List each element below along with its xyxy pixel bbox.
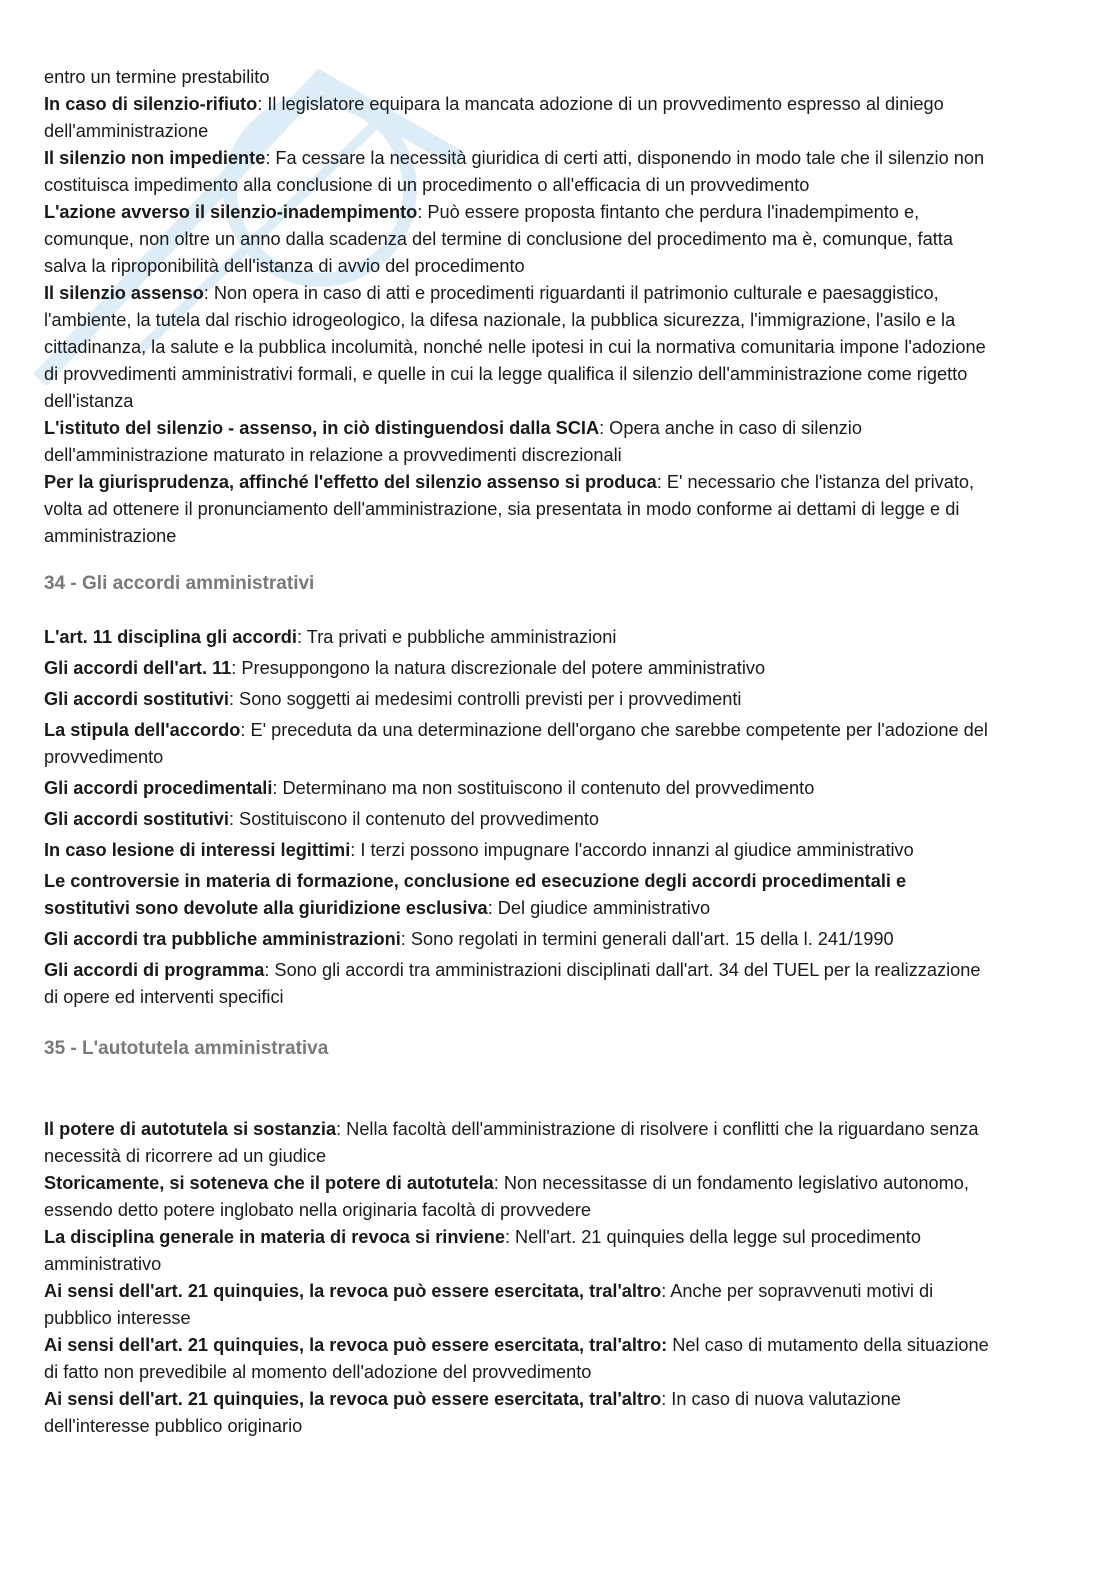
entry-term: Gli accordi procedimentali [44, 778, 273, 798]
entry [44, 624, 994, 651]
entry-text: : Sono gli accordi tra amministrazioni disciplinati dall'art. 34 del TUEL per la realizzazione di opere ed interventi specifici [44, 960, 981, 1007]
entry-text: : Opera anche in caso di silenzio dell'amministrazione maturato in relazione a provvedimenti discrezionali [44, 418, 862, 465]
entry [44, 199, 994, 280]
entry-text: : Sono soggetti ai medesimi controlli previsti per i provvedimenti [228, 689, 742, 709]
spacer [44, 1015, 994, 1035]
entry [44, 837, 994, 864]
entry [44, 686, 994, 713]
entry-text: : Nell'art. 21 quinquies della legge sul procedimento amministrativo [44, 1227, 921, 1274]
entry [44, 280, 994, 415]
entry-term: Gli accordi di programma [44, 960, 265, 980]
entry [44, 1224, 994, 1278]
entry [44, 655, 994, 682]
entry [44, 145, 994, 199]
entry [44, 957, 994, 1011]
entry-term: L'art. 11 disciplina gli accordi [44, 627, 297, 647]
section-autotutela [44, 1116, 994, 1440]
entry [44, 775, 994, 802]
section-heading-accordi: 34 - Gli accordi amministrativi [44, 573, 315, 594]
entry-text: : I terzi possono impugnare l'accordo innanzi al giudice amministrativo [350, 840, 914, 860]
entry-text: : Fa cessare la necessità giuridica di certi atti, disponendo in modo tale che il silenzio non costituisca impedimento alla conclusione di un procedimento o all'efficacia di un provvedimento [44, 148, 985, 195]
entry-term: Gli accordi sostitutivi [44, 689, 229, 709]
entry-term: Storicamente, si soteneva che il potere di autotutela [44, 1173, 494, 1193]
entry-text: : Tra privati e pubbliche amministrazioni [296, 627, 617, 647]
section-accordi [44, 624, 994, 1011]
entry [44, 868, 994, 922]
entry-term: L'istituto del silenzio - assenso, in ciò distinguendosi dalla SCIA [44, 418, 600, 438]
entry-text: : Anche per sopravvenuti motivi di pubblico interesse [44, 1281, 934, 1328]
entry-term: In caso di silenzio-rifiuto [44, 94, 258, 114]
entry [44, 91, 994, 145]
entry [44, 1170, 994, 1224]
entry-text: : Il legislatore equipara la mancata adozione di un provvedimento espresso al diniego dell'amministrazione [44, 94, 944, 141]
entry-text: : Sostituiscono il contenuto del provvedimento [228, 809, 599, 829]
entry [44, 469, 994, 550]
entry [44, 806, 994, 833]
entry-text: Nel caso di mutamento della situazione di fatto non prevedibile al momento dell'adozione del provvedimento [44, 1335, 989, 1382]
intro-line: entro un termine prestabilito [44, 67, 270, 87]
entry-term: Gli accordi sostitutivi [44, 809, 229, 829]
entry-term: Il silenzio non impediente [44, 148, 266, 168]
entry-text: : E' preceduta da una determinazione dell'organo che sarebbe competente per l'adozione del provvedimento [44, 720, 988, 767]
entry-term: L'azione avverso il silenzio-inadempimento [44, 202, 418, 222]
spacer [44, 1062, 994, 1116]
entry-text: : Del giudice amministrativo [487, 898, 711, 918]
entry-text: : Sono regolati in termini generali dall'art. 15 della l. 241/1990 [400, 929, 894, 949]
document-content [44, 64, 994, 1440]
entry-term: Il potere di autotutela si sostanzia [44, 1119, 337, 1139]
entry-text: : Non opera in caso di atti e procedimenti riguardanti il patrimonio culturale e paesaggistico, l'ambiente, la tutela dal rischio idrogeologico, la difesa nazionale, la pubblica sicurezza, l'immigrazione, l'asilo e la cittadinanza, la salute e la pubblica incolumità, nonché nelle ipotesi in cui la normativa comunitaria impone l'adozione di provvedimenti amministrativi formali, e quelle in cui la legge qualifica il silenzio dell'amministrazione come rigetto dell'istanza [44, 283, 986, 411]
entry-text: : Non necessitasse di un fondamento legislativo autonomo, essendo detto potere inglobato nella originaria facoltà di provvedere [44, 1173, 969, 1220]
entry [44, 415, 994, 469]
entry-text: : In caso di nuova valutazione dell'interesse pubblico originario [44, 1389, 901, 1436]
entry [44, 1278, 994, 1332]
entry [44, 1386, 994, 1440]
entry-term: Ai sensi dell'art. 21 quinquies, la revoca può essere esercitata, tral'altro [44, 1389, 662, 1409]
section-heading-autotutela: 35 - L'autotutela amministrativa [44, 1038, 329, 1059]
entry-text: : E' necessario che l'istanza del privato, volta ad ottenere il pronunciamento dell'amministrazione, sia presentata in modo conforme ai dettami di legge e di amministrazione [44, 472, 975, 546]
entry-term: In caso lesione di interessi legittimi [44, 840, 351, 860]
entry [44, 926, 994, 953]
section-silenzio [44, 64, 994, 550]
entry-term: Ai sensi dell'art. 21 quinquies, la revoca può essere esercitata, tral'altro: [44, 1335, 668, 1355]
entry-term: Il silenzio assenso [44, 283, 204, 303]
entry-text: : Può essere proposta fintanto che perdura l'inadempimento e, comunque, non oltre un anno dalla scadenza del termine di conclusione del procedimento ma è, comunque, fatta salva la riproponibilità dell'istanza di avvio del procedimento [44, 202, 953, 276]
entry-term: Ai sensi dell'art. 21 quinquies, la revoca può essere esercitata, tral'altro [44, 1281, 662, 1301]
entry-text: : Nella facoltà dell'amministrazione di risolvere i conflitti che la riguardano senza necessità di ricorrere ad un giudice [44, 1119, 979, 1166]
spacer [44, 550, 994, 570]
entry-term: La stipula dell'accordo [44, 720, 241, 740]
entry [44, 717, 994, 771]
entry-term: Gli accordi dell'art. 11 [44, 658, 232, 678]
entry [44, 1332, 994, 1386]
entry-text: : Presuppongono la natura discrezionale del potere amministrativo [231, 658, 766, 678]
entry-term: Gli accordi tra pubbliche amministrazioni [44, 929, 401, 949]
entry-term: Le controversie in materia di formazione, conclusione ed esecuzione degli accordi procedimentali e sostitutivi sono devolute alla giuridizione esclusiva [44, 871, 907, 918]
entry-text: : Determinano ma non sostituiscono il contenuto del provvedimento [272, 778, 815, 798]
entry-term: Per la giurisprudenza, affinché l'effetto del silenzio assenso si produca [44, 472, 657, 492]
spacer [44, 597, 994, 624]
entry-term: La disciplina generale in materia di revoca si rinviene [44, 1227, 505, 1247]
entry [44, 1116, 994, 1170]
